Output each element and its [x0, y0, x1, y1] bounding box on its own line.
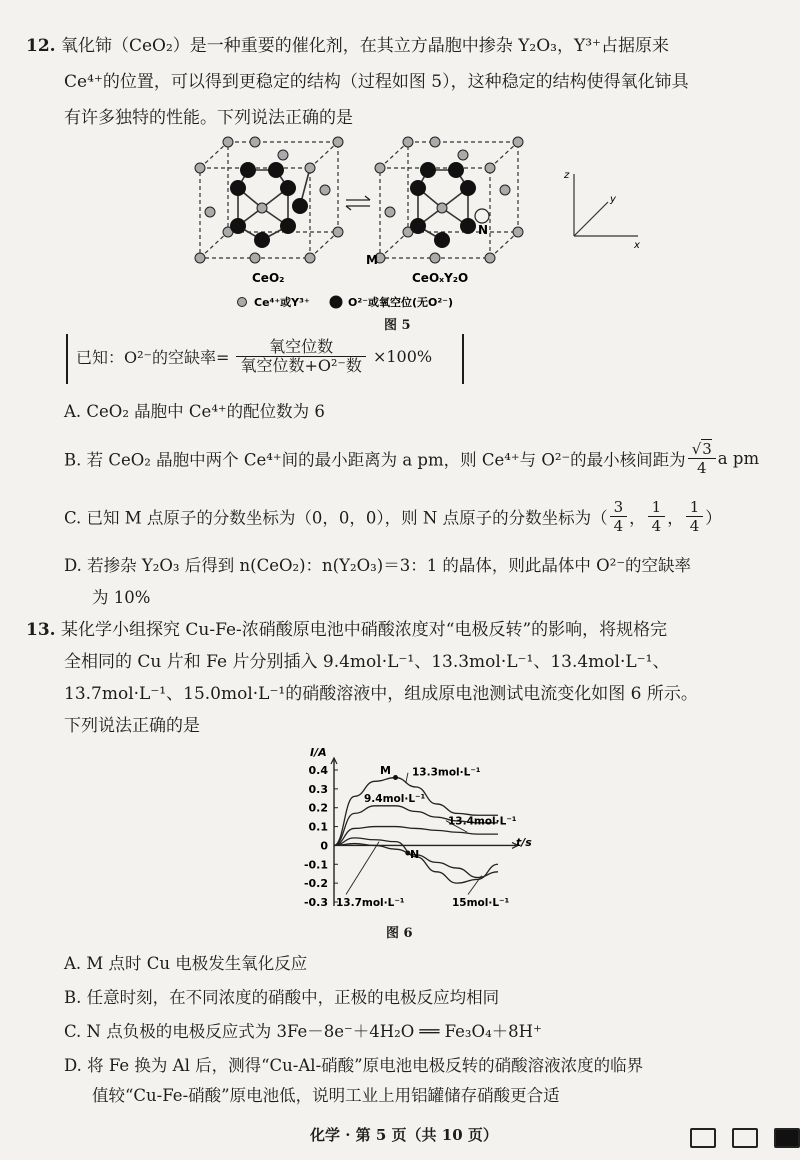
q13-option-b[interactable]: B. 任意时刻，在不同浓度的硝酸中，正极的电极反应均相同: [64, 988, 500, 1007]
frac2-num: 1: [648, 498, 666, 517]
series-label: 13.3mol·L⁻¹: [412, 766, 481, 779]
chart-y-ticks: [304, 764, 338, 909]
series-label: 13.7mol·L⁻¹: [336, 897, 405, 909]
point-n-label: N: [478, 223, 489, 237]
chart-series-line-2: [334, 827, 498, 846]
axis-y-label: y: [610, 194, 616, 205]
known-numerator: 氧空位数: [236, 338, 365, 357]
q12-option-c[interactable]: C. 已知 M 点原子的分数坐标为（0，0，0），则 N 点原子的分数坐标为（ $\frac{3}{4}$ ， $\frac{1}{4}$ ， $\frac{1}{4}$ ）: [64, 498, 722, 535]
chart-tick-label: 0.3: [308, 782, 328, 796]
chart-tick-label: 0.4: [308, 764, 328, 777]
q12-option-b-frac-num: 3: [702, 440, 712, 458]
series-label-leader: [346, 842, 379, 895]
figure-6-caption: 图 6: [386, 926, 413, 941]
frac2-den: 4: [651, 517, 662, 535]
q12-option-b-unit: a pm: [717, 449, 760, 468]
frac3-num: 1: [686, 498, 704, 517]
legend-small-atom-icon: [238, 298, 247, 307]
oxygen-vacancy: [475, 209, 489, 223]
chart-tick-label: -0.3: [303, 896, 328, 909]
q12-option-b-frac-den: 4: [696, 459, 707, 477]
chart-ylabel: I/A: [310, 746, 327, 759]
q13-line-4: 下列说法正确的是: [64, 716, 200, 736]
point-m-marker: [393, 775, 398, 780]
xyz-axes: [574, 174, 638, 236]
figure-6-chart: [290, 744, 550, 916]
q12-option-d-line-2[interactable]: 为 10%: [92, 588, 151, 607]
q12-option-a[interactable]: A. CeO₂ 晶胞中 Ce⁴⁺的配位数为 6: [64, 402, 325, 421]
q13-number: 13.: [26, 620, 56, 640]
q13-text-1: 某化学小组探究 Cu-Fe-浓硝酸原电池中硝酸浓度对“电极反转”的影响，将规格完: [60, 620, 668, 640]
figure-5: [180, 130, 650, 330]
q13-option-a[interactable]: A. M 点时 Cu 电极发生氧化反应: [64, 954, 308, 973]
frac1-num: 3: [610, 498, 628, 517]
equilibrium-arrow: [346, 196, 370, 210]
q13-option-d-line-2[interactable]: 值较“Cu-Fe-硝酸”原电池低，说明工业上用铝罐储存硝酸更合适: [92, 1086, 560, 1105]
ceo2-small-atoms: [195, 137, 343, 263]
page-footer: 化学 · 第 5 页（共 10 页）: [310, 1126, 498, 1144]
footer-box-1: [690, 1128, 716, 1148]
legend-small-label: Ce⁴⁺或Y³⁺: [254, 296, 310, 309]
axis-x-label: x: [634, 240, 640, 251]
chart-tick-label: 0.1: [308, 820, 328, 834]
known-formula: [76, 338, 432, 375]
footer-box-3: [774, 1128, 800, 1148]
legend-large-label: O²⁻或氧空位(无O²⁻): [348, 296, 454, 309]
frac3-den: 4: [689, 517, 700, 535]
q12-line-2: Ce⁴⁺的位置，可以得到更稳定的结构（过程如图 5），这种稳定的结构使得氧化铈具: [64, 72, 689, 92]
figure-5-caption: 图 5: [384, 318, 411, 333]
label-ceo2: CeO₂: [252, 271, 285, 285]
q12-option-d-line-1[interactable]: D. 若掺杂 Y₂O₃ 后得到 n(CeO₂)：n(Y₂O₃)＝3：1 的晶体，则此晶体中 O²⁻的空缺率: [64, 556, 692, 575]
series-label: 9.4mol·L⁻¹: [364, 793, 426, 806]
legend-large-atom-icon: [330, 296, 343, 309]
series-label: 13.4mol·L⁻¹: [448, 815, 517, 828]
chart-tick-label: -0.1: [303, 858, 328, 872]
point-m-label: M: [366, 253, 378, 267]
series-label: 15mol·L⁻¹: [452, 897, 510, 909]
chart-tick-label: -0.2: [303, 877, 328, 891]
q12-text-1: 氧化铈（CeO₂）是一种重要的催化剂，在其立方晶胞中掺杂 Y₂O₃，Y³⁺占据原来: [60, 36, 670, 56]
chart-series-labels: [336, 767, 517, 909]
q13-line-1: [26, 614, 667, 646]
q12-option-b-text: B. 若 CeO₂ 晶胞中两个 Ce⁴⁺间的最小距离为 a pm，则 Ce⁴⁺与 O²⁻的最小核间距为: [64, 450, 686, 470]
q13-option-c[interactable]: C. N 点负极的电极反应式为 3Fe－8e⁻＋4H₂O ══ Fe₃O₄＋8H⁺: [64, 1022, 542, 1041]
q12-line-1: [26, 30, 669, 62]
q12-option-b[interactable]: B. 若 CeO₂ 晶胞中两个 Ce⁴⁺间的最小距离为 a pm，则 Ce⁴⁺与 O²⁻的最小核间距为 $\frac{√3}{4}$ a pm: [64, 440, 760, 477]
q12-option-c-text: C. 已知 M 点原子的分数坐标为（0，0，0），则 N 点原子的分数坐标为（: [64, 508, 608, 528]
chart-xlabel: t/s: [516, 836, 532, 849]
label-ceoxy2o: CeOₓY₂O: [412, 271, 469, 285]
q13-option-d-line-1[interactable]: D. 将 Fe 换为 Al 后，测得“Cu-Al-硝酸”原电池电极反转的硝酸溶液浓度的临界: [64, 1056, 644, 1075]
q12-option-c-close: ）: [705, 508, 722, 528]
chart-axes: [331, 758, 518, 906]
ceo2-large-atoms: [230, 162, 308, 248]
axis-z-label: z: [564, 170, 570, 181]
known-prefix: 已知：O²⁻的空缺率=: [76, 348, 230, 367]
series-label-leader: [406, 773, 408, 784]
ceoxy2o-small-atoms: [375, 137, 523, 263]
frac1-den: 4: [613, 517, 624, 535]
footer-box-2: [732, 1128, 758, 1148]
q12-number: 12.: [26, 36, 56, 56]
q13-line-2: 全相同的 Cu 片和 Fe 片分别插入 9.4mol·L⁻¹、13.3mol·L⁻¹、13.4mol·L⁻¹、: [64, 652, 670, 672]
q12-line-3: 有许多独特的性能。下列说法正确的是: [64, 108, 353, 128]
q13-line-3: 13.7mol·L⁻¹、15.0mol·L⁻¹的硝酸溶液中，组成原电池测试电流变化如图 6 所示。: [64, 684, 698, 704]
series-label-leader: [468, 876, 482, 895]
known-suffix: ×100%: [372, 347, 433, 366]
known-denominator: 氧空位数+O²⁻数: [240, 356, 362, 375]
chart-series: [334, 775, 498, 883]
chart-tick-label: 0.2: [308, 801, 328, 815]
point-n-marker-label: N: [410, 848, 420, 861]
point-m-marker-label: M: [380, 764, 391, 777]
chart-tick-label: 0: [320, 839, 328, 853]
